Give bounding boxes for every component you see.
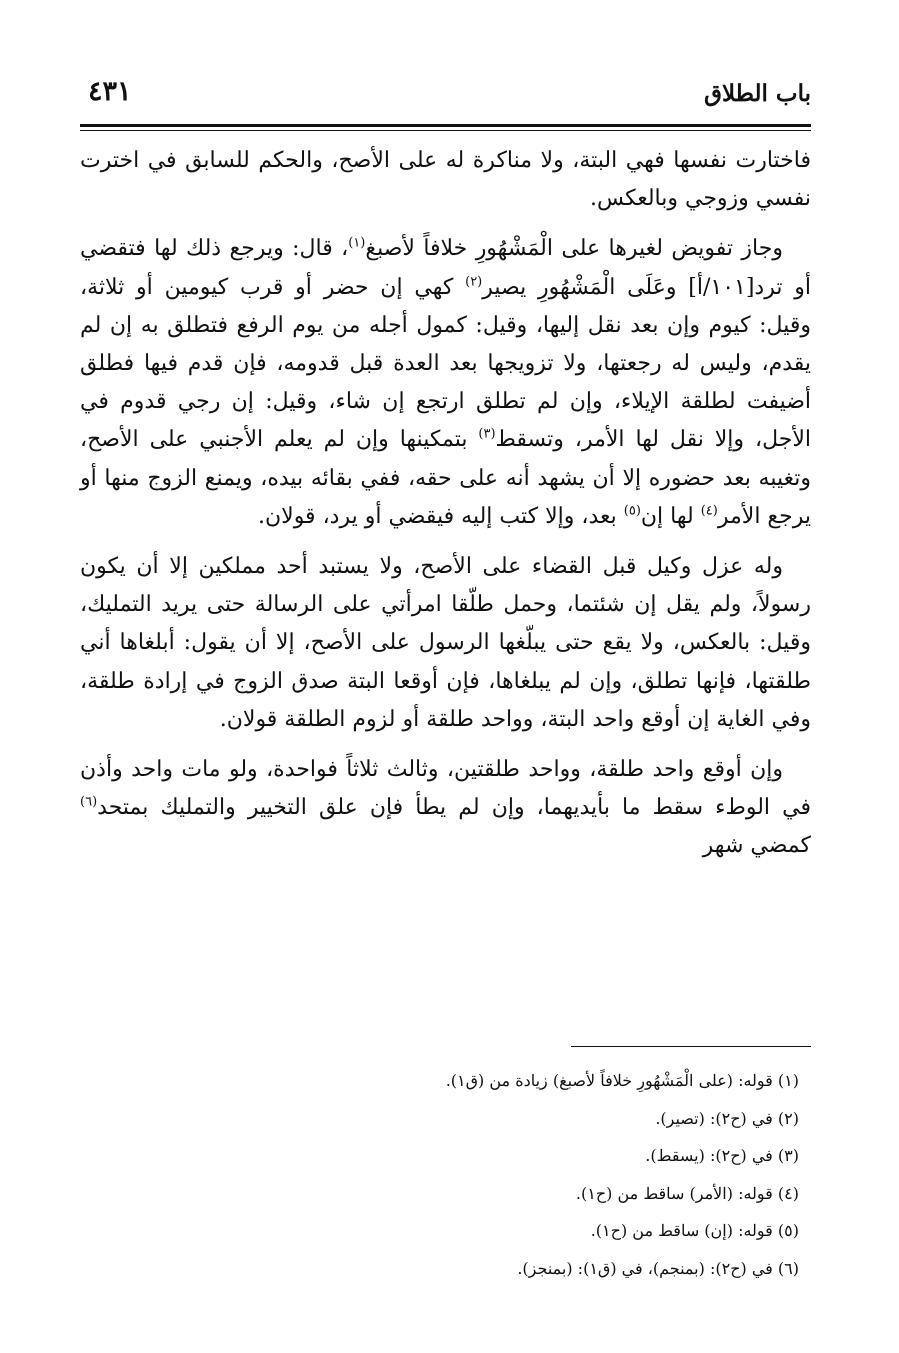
footnote-6: (٦) في (ح٢): (بمنجم)، في (ق١): (بمنجز). — [517, 1258, 799, 1278]
header-rule-thick — [80, 124, 811, 127]
paragraph-2-text-b: ، قال: ويرجع ذلك لها فتقضي أو ترد[١٠١/أ] وعَلَى الْمَشْهُورِ يصير — [80, 236, 811, 300]
footnote-ref-3[interactable]: (٣) — [478, 427, 496, 443]
paragraph-2 — [80, 230, 811, 536]
page-number: ٤٣١ — [88, 76, 132, 107]
footnote-ref-6[interactable]: (٦) — [80, 794, 98, 810]
footnotes-list — [80, 1062, 799, 1287]
footnote-5: (٥) قوله: (إن) ساقط من (ح١). — [590, 1221, 799, 1240]
footnote-ref-4[interactable]: (٤) — [700, 503, 718, 519]
footnote-separator — [571, 1046, 811, 1047]
paragraph-2-text-c: كهي إن حضر أو قرب كيومين أو ثلاثة، وقيل: كيوم وإن بعد نقل إليها، وقيل: كمول أجله من يوم الرفع فتطلق به إن لم يقدم، وليس له رجعتها، ولا تزويجها بعد العدة قبل قدومه، فإن قدم فيها فطلق أضيفت لطلقة الإيلاء، وإن لم تطلق ارتجع إن شاء، وقيل: إن رجي قدوم في الأجل، وإلا نقل لها الأمر، وتسقط — [80, 274, 811, 453]
footnote-4: (٤) قوله: (الأمر) ساقط من (ح١). — [575, 1183, 799, 1203]
paragraph-3-text: وله عزل وكيل قبل القضاء على الأصح، ولا يستبد أحد مملكين إلا أن يكون رسولاً، ولم يقل إن شئتما، وحمل طلّقا امرأتي على الرسالة حتى يريد التمليك، وقيل: بالعكس، ولا يقع حتى يبلّغها الرسول على الأصح، إلا أن يقول: أبلغاها أني طلقتها، فإنها تطلق، وإن لم يبلغاها، فإن أوقعا البتة صدق الزوج في إرادة طلقة، وفي الغاية إن أوقع واحد البتة، وواحد طلقة أو لزوم الطلقة قولان. — [80, 554, 811, 732]
footnote-2: (٢) في (ح٢): (تصير). — [655, 1108, 799, 1128]
page-header — [80, 72, 811, 120]
paragraph-1 — [80, 142, 811, 218]
footnote-ref-5[interactable]: (٥) — [623, 503, 641, 519]
main-text — [80, 142, 811, 878]
paragraph-2-text-d: بتمكينها وإن لم يعلم الأجنبي على الأصح، وتغيبه بعد حضوره إلا أن يشهد أنه على حقه، ففي بقائه بيده، ويمنع الزوج منها أو يرجع الأمر — [80, 427, 811, 529]
footnote-ref-2[interactable]: (٢) — [465, 274, 483, 290]
paragraph-2-text-f: بعد، وإلا كتب إليه فيقضي أو يرد، قولان. — [258, 503, 624, 529]
footnote-ref-1[interactable]: (١) — [348, 236, 366, 252]
running-title: باب الطلاق — [704, 80, 811, 107]
footnote-3: (٣) في (ح٢): (يسقط). — [645, 1146, 799, 1165]
paragraph-2-text-e: لها إن — [640, 503, 701, 529]
paragraph-4-text-b: كمضي شهر — [702, 833, 811, 859]
paragraph-4 — [80, 751, 811, 866]
header-rule-thin — [80, 130, 811, 131]
paragraph-2-text-a: وجاز تفويض لغيرها على الْمَشْهُورِ خلافاً لأصبغ — [365, 236, 783, 262]
paragraph-1-text: فاختارت نفسها فهي البتة، ولا مناكرة له على الأصح، والحكم للسابق في اخترت نفسي وزوجي وبالعكس. — [80, 148, 811, 212]
paragraph-4-text-a: وإن أوقع واحد طلقة، وواحد طلقتين، وثالث ثلاثاً فواحدة، ولو مات واحد وأذن في الوطء سقط ما بأيديهما، وإن لم يطأ فإن علق التخيير والتمليك بمتحد — [80, 757, 811, 821]
paragraph-3 — [80, 548, 811, 739]
footnote-1: (١) قوله: (على الْمَشْهُورِ خلافاً لأصبغ) زيادة من (ق١). — [445, 1071, 799, 1090]
